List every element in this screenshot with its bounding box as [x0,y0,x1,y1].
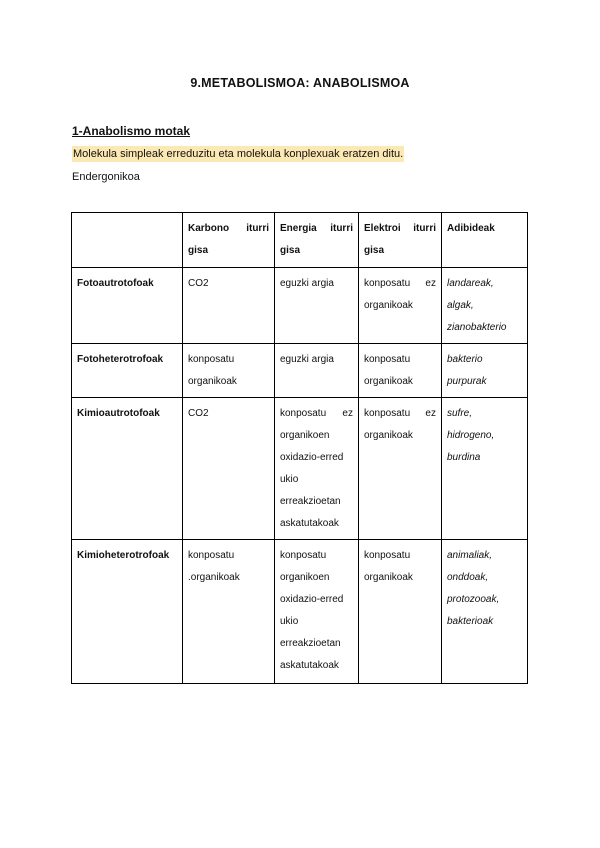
cell-text-line: sufre, [447,408,473,419]
examples-cell [442,398,528,540]
endergonic-label: Endergonikoa [72,171,140,183]
cell-text-line: konposatu organikoak [364,550,413,583]
cell-text-line: zianobakterio [447,322,507,333]
cell-text-line: erreakzioetan [280,638,341,649]
highlighted-sentence: Molekula simpleak erreduzitu eta molekula konplexuak eratzen ditu. [73,148,404,160]
energy-source-cell [275,344,359,398]
cell-text-line: konposatu [188,550,235,561]
page-title: 9.METABOLISMOA: ANABOLISMOA [190,76,410,90]
cell-text-line: oxidazio-erred [280,452,344,463]
table-row [72,268,528,344]
cell-text-line: konposatu [280,550,327,561]
table-row [72,398,528,540]
examples-cell [442,344,528,398]
header-carbon-source: Karbono iturri gisa [183,213,275,268]
cell-text-line: konposatu ez organikoak [364,278,436,311]
cell-text-line: organikoen [280,572,330,583]
electron-source-cell [359,268,442,344]
energy-source-cell [275,398,359,540]
table-row [72,540,528,684]
row-type-label: Fotoheterotrofoak [72,344,183,398]
table-row [72,344,528,398]
energy-source-cell [275,540,359,684]
cell-text-line: oxidazio-erred [280,594,344,605]
electron-source-cell [359,344,442,398]
energy-source-cell [275,268,359,344]
carbon-source-cell [183,398,275,540]
header-energy-source: Energia iturri gisa [275,213,359,268]
electron-source-cell [359,540,442,684]
carbon-source-cell [183,344,275,398]
cell-text-line: landareak, [447,278,494,289]
cell-text-line: hidrogeno, [447,430,495,441]
cell-text-line: animaliak, [447,550,493,561]
row-type-label: Fotoautrotofoak [72,268,183,344]
cell-text-line: burdina [447,452,481,463]
metabolism-types-table [71,212,528,684]
examples-cell [442,268,528,344]
cell-text-line: konposatu organikoak [188,354,237,387]
electron-source-cell [359,398,442,540]
cell-text-line: erreakzioetan [280,496,341,507]
cell-text-line: eguzki argia [280,278,334,289]
section-heading: 1-Anabolismo motak [72,124,191,138]
row-type-label: Kimioautrotofoak [72,398,183,540]
table-header-row [72,213,528,268]
cell-text-line: purpurak [447,376,487,387]
cell-text-line: konposatu organikoak [364,354,413,387]
cell-text-line: .organikoak [188,572,240,583]
cell-text-line: ukio [280,474,299,485]
cell-text-line: bakterio [447,354,483,365]
cell-text-line: bakterioak [447,616,494,627]
header-cell-empty [72,213,183,268]
carbon-source-cell [183,268,275,344]
cell-text-line: CO2 [188,278,209,289]
cell-text-line: konposatu ez organikoen [280,408,353,441]
examples-cell [442,540,528,684]
cell-text-line: eguzki argia [280,354,334,365]
row-type-label: Kimioheterotrofoak [72,540,183,684]
cell-text-line: konposatu ez organikoak [364,408,436,441]
cell-text-line: askatutakoak [280,660,339,671]
cell-text-line: protozooak, [447,594,500,605]
header-examples: Adibideak [442,213,528,268]
cell-text-line: askatutakoak [280,518,339,529]
header-electron-source: Elektroi iturri gisa [359,213,442,268]
cell-text-line: ukio [280,616,299,627]
carbon-source-cell [183,540,275,684]
cell-text-line: algak, [447,300,474,311]
cell-text-line: onddoak, [447,572,489,583]
cell-text-line: CO2 [188,408,209,419]
